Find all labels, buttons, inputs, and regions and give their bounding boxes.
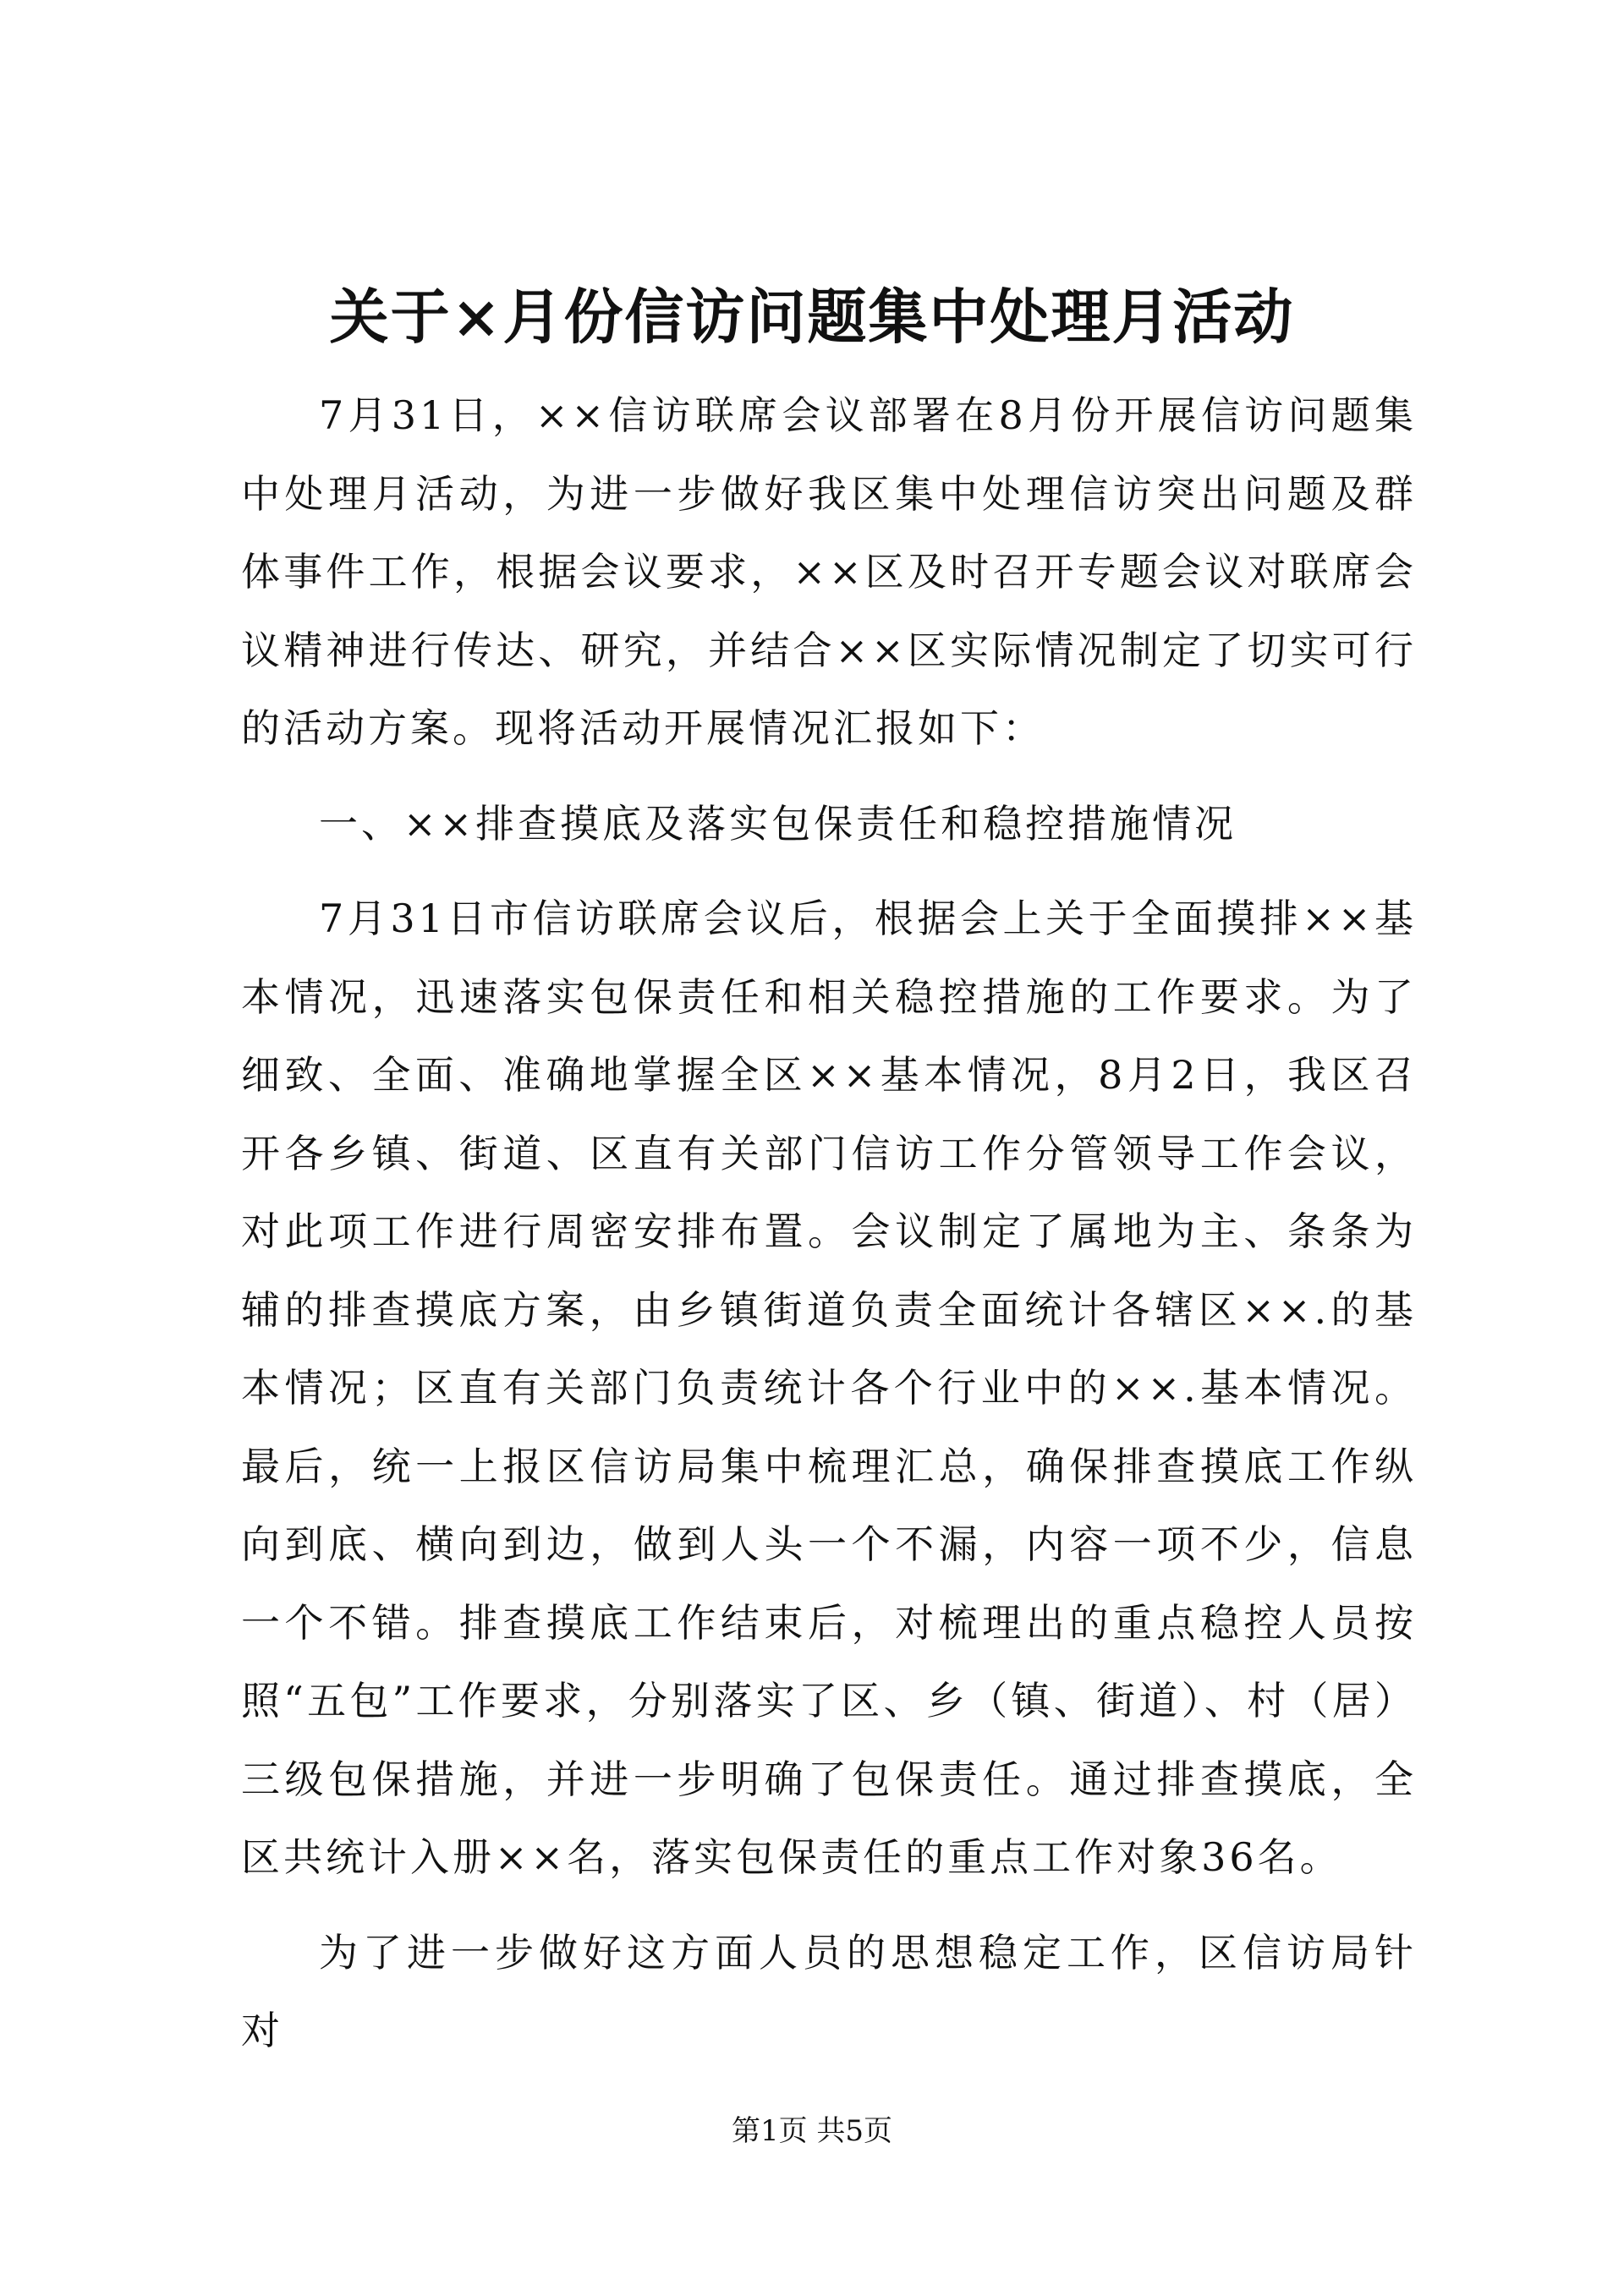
document-body	[241, 376, 1417, 2087]
paragraph-section-1: 7月31日市信访联席会议后，根据会上关于全面摸排××基本情况，迅速落实包保责任和相关稳控措施的工作要求。为了细致、全面、准确地掌握全区××基本情况，8月2日，我区召开各乡镇、街道、区直有关部门信访工作分管领导工作会议，对此项工作进行周密安排布置。会议制定了属地为主、条条为辅的排查摸底方案，由乡镇街道负责全面统计各辖区××.的基本情况；区直有关部门负责统计各个行业中的××.基本情况。最后，统一上报区信访局集中梳理汇总，确保排查摸底工作纵向到底、横向到边，做到人头一个不漏，内容一项不少，信息一个不错。排查摸底工作结束后，对梳理出的重点稳控人员按照“五包”工作要求，分别落实了区、乡（镇、街道）、村（居）三级包保措施，并进一步明确了包保责任。通过排查摸底，全区共统计入册××名，落实包保责任的重点工作对象36名。	[241, 896, 1417, 1880]
paragraph-continued: 为了进一步做好这方面人员的思想稳定工作，区信访局针对	[241, 1929, 1417, 2053]
paragraph-intro: 7月31日，××信访联席会议部署在8月份开展信访问题集中处理月活动，为进一步做好我区集中处理信访突出问题及群体事件工作，根据会议要求，××区及时召开专题会议对联席会议精神进行传达、研究，并结合××区实际情况制定了切实可行的活动方案。现将活动开展情况汇报如下：	[241, 392, 1417, 751]
section-heading-1: 一、××排查摸底及落实包保责任和稳控措施情况	[319, 800, 1237, 847]
page-footer: 第1页 共5页	[731, 2114, 893, 2148]
document-title: 关于×月份信访问题集中处理月活动	[329, 282, 1295, 352]
